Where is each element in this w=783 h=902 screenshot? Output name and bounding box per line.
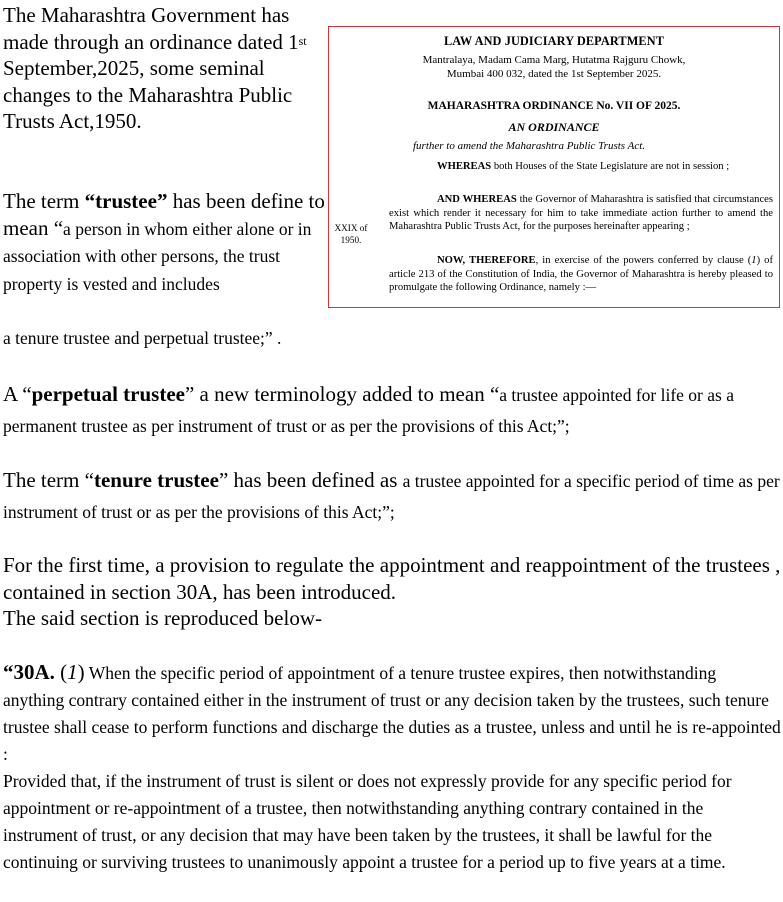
tenure-def-text: a trustee appointed for a specific period of time as per instrument of trust or as per the provisions of this Act;”;	[3, 471, 780, 522]
section-30a-subsection-1	[3, 659, 781, 768]
section-30a-text	[3, 659, 781, 876]
intro-ordinal: st	[298, 33, 307, 48]
tenure-mid: ” has been defined as	[218, 468, 403, 492]
tenure-lead: The term “	[3, 468, 94, 492]
section-30a-label: “30A.	[3, 660, 55, 684]
address-line-1: Mantralaya, Madam Cama Marg, Hutatma Rajguru Chowk,	[422, 54, 686, 66]
now-therefore-text: , in exercise of the powers conferred by clause (	[535, 255, 752, 266]
trustee-def-text: a person in whom either alone or in association with other persons, the trust property is vested and includes	[3, 218, 312, 294]
now-therefore-text-cont: ) of article 213 of the Constitution of India, the Governor of Maharashtra is hereby pleased to promulgate the following Ordinance, namely :—	[389, 255, 773, 294]
and-whereas-text: the Governor of Maharashtra is satisfied that circumstances exist which render it necessary for him to take immediate action further to amend the Maharashtra Public Trusts Act, for the purposes hereinafter appearing ;	[389, 194, 773, 233]
subsection-number: 1	[67, 660, 78, 684]
ordinance-purpose: further to amend the Maharashtra Public Trusts Act.	[413, 140, 646, 152]
ordinance-number: MAHARASHTRA ORDINANCE No. VII OF 2025.	[427, 100, 681, 112]
tenure-term: tenure trustee	[93, 468, 219, 492]
trustee-mid: has been define to mean “	[3, 189, 325, 240]
section-30a-proviso: Provided that, if the instrument of trust is silent or does not expressly provide for any specific period for appointment or re-appointment of a trustee, then notwithstanding anything contrary contained in the instrument of trust, or any decision that may have been taken by the trustees, it shall be lawful for the continuing or surviving trustees to unanimously appoint a trustee for a period up to five years at a time.	[3, 771, 732, 872]
section-30a-intro	[3, 552, 783, 632]
and-whereas-keyword: AND WHEREAS	[437, 194, 517, 205]
trustee-definition	[3, 188, 333, 297]
now-therefore-keyword: NOW, THEREFORE	[437, 255, 536, 266]
whereas-paragraph	[389, 160, 773, 174]
perpetual-lead: A “	[3, 382, 32, 406]
tenure-trustee-definition	[3, 466, 781, 528]
and-whereas-paragraph	[389, 193, 773, 234]
intro-text-cont: September,2025, some seminal changes to the Maharashtra Public Trusts Act,1950.	[3, 56, 293, 134]
department-heading: LAW AND JUDICIARY DEPARTMENT	[444, 34, 664, 48]
ordinance-clipping	[328, 26, 780, 308]
section-30a-intro-line-2: The said section is reproduced below-	[3, 606, 322, 631]
intro-text: The Maharashtra Government has made through an ordinance dated 1	[3, 3, 299, 54]
trustee-term: “trustee”	[84, 189, 168, 213]
now-therefore-paragraph	[389, 254, 773, 295]
subsection-text: When the specific period of appointment of a tenure trustee expires, then notwithstanding anything contrary contained either in the instrument of trust or any decision taken by the trustees, such tenure trustee shall cease to perform functions and discharge the duties as a trustee, unless and until he is re-appointed :	[3, 663, 781, 764]
perpetual-term: perpetual trustee	[31, 382, 185, 406]
address-line-2: Mumbai 400 032, dated the 1st September 2025.	[446, 67, 662, 80]
subsection-open-paren: (	[54, 660, 68, 684]
section-30a-intro-line-1: For the first time, a provision to regulate the appointment and reappointment of the trustees , contained in section 30A, has been introduced.	[3, 553, 781, 604]
perpetual-def-text: a trustee appointed for life or as a permanent trustee as per instrument of trust or as per the provisions of this Act;”;	[3, 385, 734, 436]
ordinance-subtitle: AN ORDINANCE	[508, 120, 600, 134]
trustee-lead: The term	[3, 189, 85, 213]
trustee-definition-tail: a tenure trustee and perpetual trustee;” .	[3, 328, 282, 348]
whereas-text: both Houses of the State Legislature are not in session ;	[491, 161, 730, 172]
perpetual-trustee-definition	[3, 380, 781, 442]
perpetual-mid: ” a new terminology added to mean “	[184, 382, 500, 406]
whereas-keyword: WHEREAS	[437, 161, 492, 172]
intro-paragraph	[3, 2, 323, 135]
margin-note-line-1: XXIX of	[334, 223, 368, 233]
subsection-close-paren: )	[77, 660, 85, 684]
margin-note-line-2: 1950.	[340, 234, 362, 245]
department-address	[329, 54, 779, 81]
margin-note	[331, 223, 371, 246]
clause-number: 1	[751, 255, 757, 266]
